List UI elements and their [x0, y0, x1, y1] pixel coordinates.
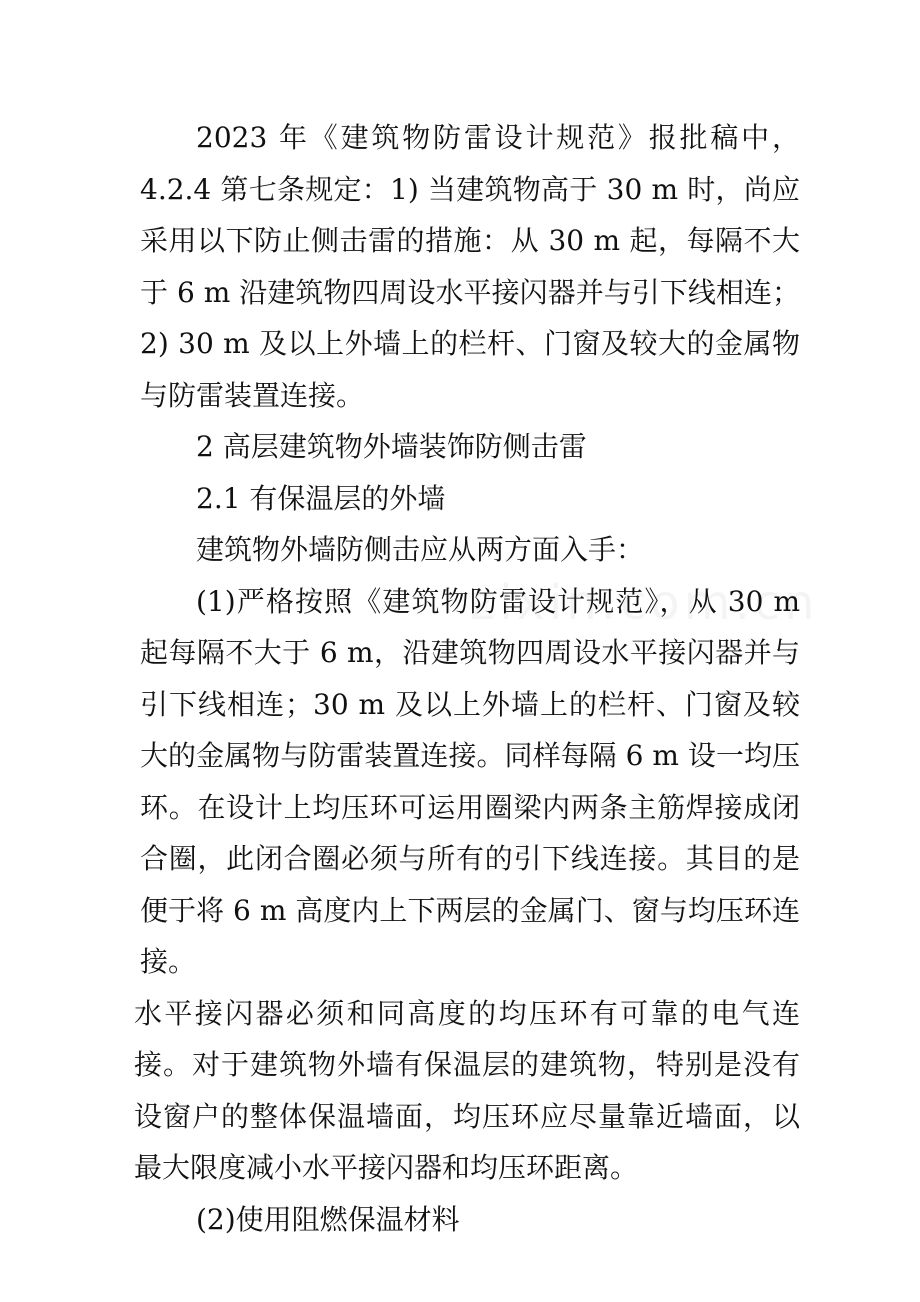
paragraph-1: 2023 年《建筑物防雷设计规范》报批稿中，4.2.4 第七条规定：1) 当建筑物高于 30 m 时，尚应采用以下防止侧击雷的措施：从 30 m 起，每隔不大于 6 m 沿建筑物四周设水平接闪器并与引下线相连；2) 30 m 及以上外墙上的栏杆、门窗及较大的金属物与防雷装置连接。: [140, 121, 800, 412]
paragraph-6: 水平接闪器必须和同高度的均压环有可靠的电气连接。对于建筑物外墙有保温层的建筑物，特别是没有设窗户的整体保温墙面，均压环应尽量靠近墙面，以最大限度减小水平接闪器和均压环距离。: [134, 996, 800, 1184]
paragraph-5: (1)严格按照《建筑物防雷设计规范》，从 30 m起每隔不大于 6 m，沿建筑物四周设水平接闪器并与引下线相连；30 m 及以上外墙上的栏杆、门窗及较大的金属物与防雷装置连接。同样每隔 6 m 设一均压环。在设计上均压环可运用圈梁内两条主筋焊接成闭合圈，此闭合圈必须与所有的引下线连接。其目的是便于将 6 m 高度内上下两层的金属门、窗与均压环连接。: [140, 584, 800, 978]
paragraph-4: 建筑物外墙防侧击应从两方面入手：: [196, 533, 645, 566]
paragraph-7: (2)使用阻燃保温材料: [196, 1202, 460, 1236]
heading-section-2: 2 高层建筑物外墙装饰防侧击雷: [196, 430, 587, 463]
document-body: [134, 112, 800, 1245]
heading-section-2-1: 2.1 有保温层的外墙: [196, 481, 446, 515]
